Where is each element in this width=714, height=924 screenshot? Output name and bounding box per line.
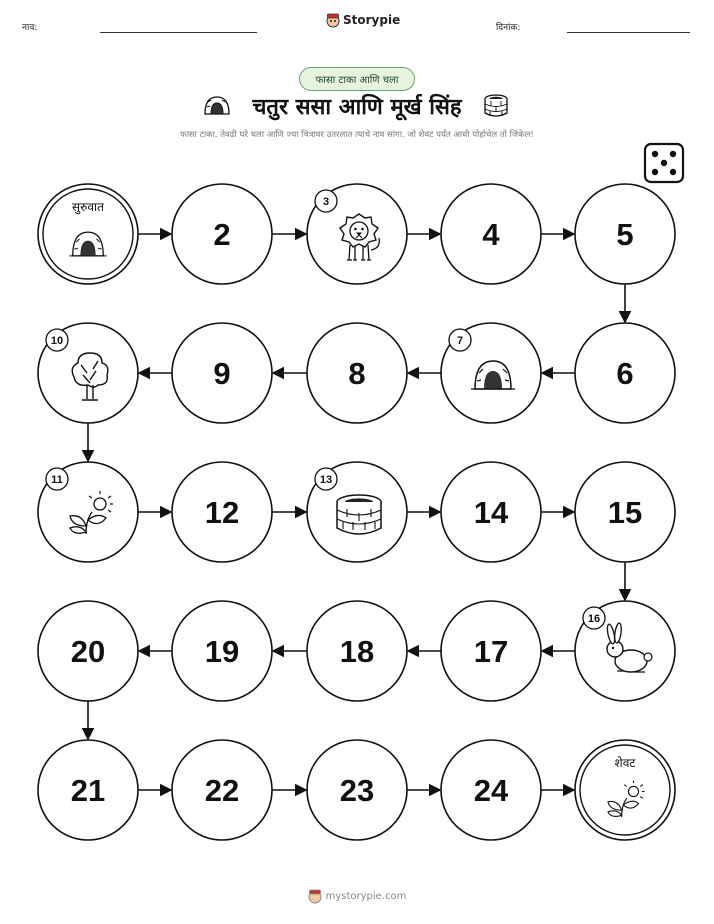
board-space-19[interactable] [172,601,272,701]
board-space-13[interactable] [307,462,407,562]
space-number: 8 [348,356,366,391]
board-space-22[interactable] [172,740,272,840]
space-number-badge: 7 [456,335,464,347]
board-space-14[interactable] [441,462,541,562]
space-number-badge: 16 [587,613,601,625]
space-number: 22 [204,773,240,808]
space-number: 20 [70,634,106,669]
space-number: 17 [473,634,509,669]
space-number-badge: 13 [319,474,333,486]
page-title: चतुर ससा आणि मूर्ख सिंह [252,95,462,120]
board-space-12[interactable] [172,462,272,562]
board-space-2[interactable] [172,184,272,284]
finish-label: शेवट [614,756,636,770]
space-number-badge: 11 [51,474,63,486]
space-number: 9 [213,356,231,391]
board-space-10[interactable] [38,323,138,423]
space-number: 15 [607,495,643,530]
board-space-3[interactable] [307,184,407,284]
space-number: 12 [204,495,240,530]
board-space-9[interactable] [172,323,272,423]
board-space-17[interactable] [441,601,541,701]
brand-name: Storypie [343,13,401,27]
space-number: 21 [70,773,106,808]
space-number: 2 [213,217,231,252]
board-space-5[interactable] [575,184,675,284]
activity-badge: फासा टाका आणि चला [299,67,415,91]
board-space-24[interactable] [441,740,541,840]
space-number: 4 [482,217,500,252]
board-space-4[interactable] [441,184,541,284]
board-space-15[interactable] [575,462,675,562]
board-space-20[interactable] [38,601,138,701]
board-space-8[interactable] [307,323,407,423]
finish-space[interactable] [575,740,675,840]
space-number: 5 [616,217,634,252]
board-space-11[interactable] [38,462,138,562]
start-label: सुरुवात [72,200,104,214]
board-space-21[interactable] [38,740,138,840]
date-label: दिनांक: [496,23,521,33]
space-number-badge: 10 [50,335,64,347]
board-space-23[interactable] [307,740,407,840]
space-number: 18 [339,634,375,669]
footer [0,888,714,904]
space-number: 14 [473,495,509,530]
well-icon [337,495,381,534]
board-space-18[interactable] [307,601,407,701]
board-space-6[interactable] [575,323,675,423]
board-space-16[interactable] [575,601,675,701]
space-number-badge: 3 [322,196,330,208]
space-number: 24 [473,773,509,808]
board-space-7[interactable] [441,323,541,423]
footer-url: mystorypie.com [325,890,407,902]
space-number: 23 [339,773,375,808]
storypie-mascot-icon [308,888,322,904]
space-number: 6 [616,356,634,391]
instructions-text: फासा टाका, तेवढी घरे चला आणि ज्या चित्रावर उतरलात त्याचे नाव सांगा. जो शेवट पर्यंत आधी पोहोचेल तो जिंकेल! [180,130,534,140]
start-space[interactable] [38,184,138,284]
name-label: नाव: [22,23,38,33]
space-number: 19 [204,634,240,669]
